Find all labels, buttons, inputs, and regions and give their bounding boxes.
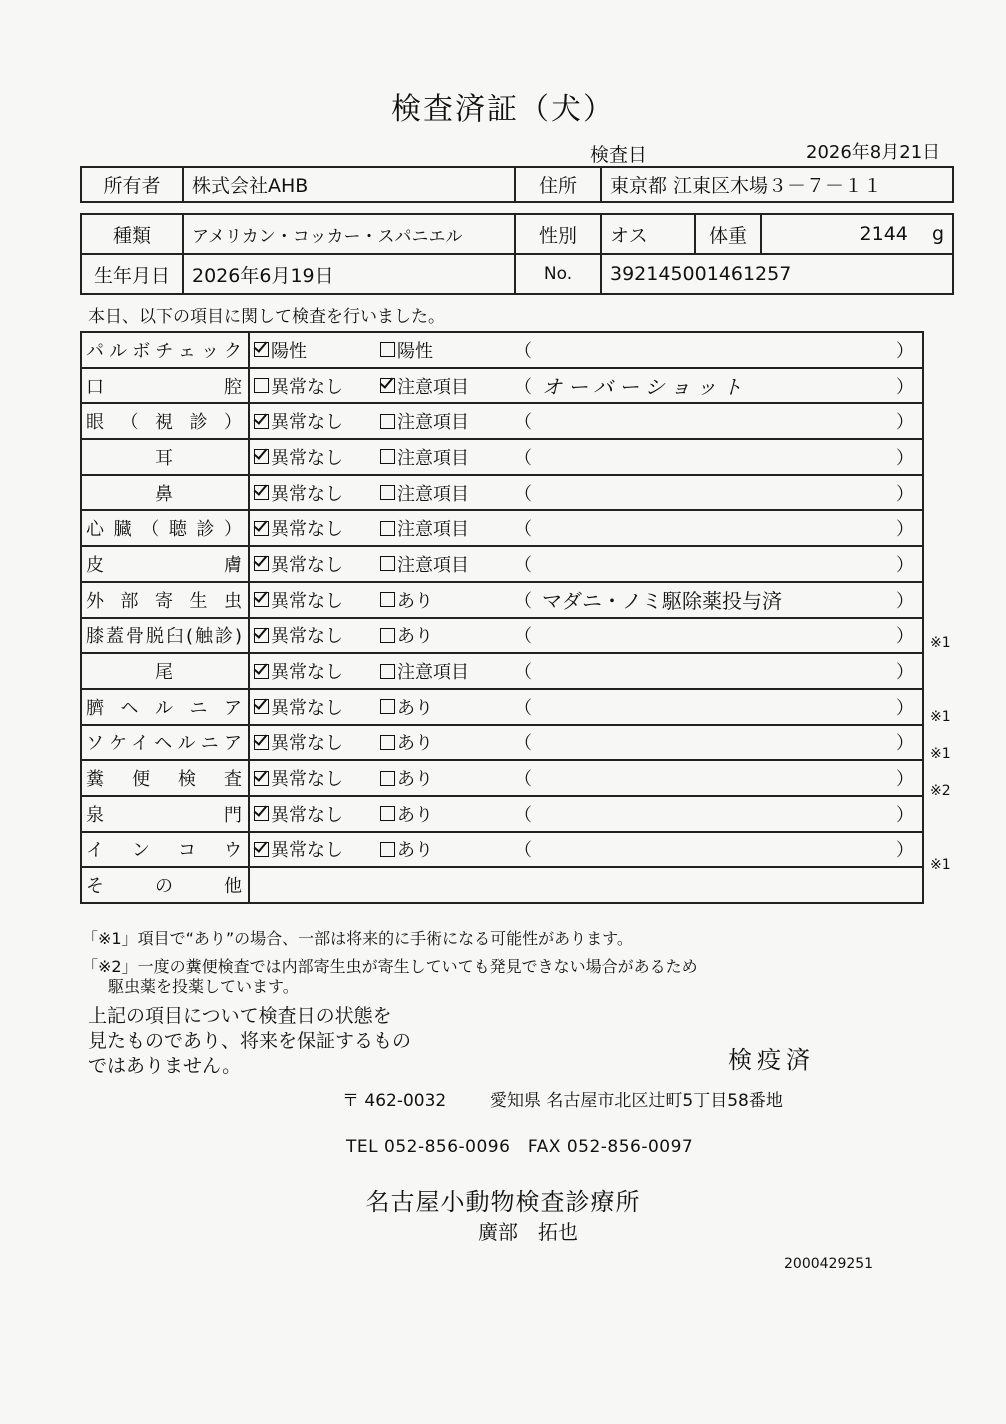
checkbox-icon[interactable] (254, 414, 269, 429)
close-paren: ） (896, 733, 914, 755)
close-paren: ） (896, 804, 914, 826)
open-paren: （ (514, 483, 533, 505)
close-paren: ） (896, 340, 914, 362)
checkbox-icon[interactable] (380, 806, 395, 821)
option-1-label: 異常なし (271, 590, 344, 612)
option-1-label: 異常なし (271, 554, 344, 576)
birthdate-label: 生年月日 (81, 254, 183, 294)
checkbox-icon[interactable] (254, 485, 269, 500)
inspection-item-name: ソケイヘルニア (81, 725, 249, 761)
inspection-result-cell (249, 368, 923, 404)
breed-value: アメリカン・コッカー・スパニエル (183, 214, 515, 254)
weight-label: 体重 (695, 214, 761, 254)
checkbox-icon[interactable] (254, 771, 269, 786)
inspection-item-name: 泉 門 (81, 796, 249, 832)
option-1 (254, 836, 380, 862)
remarks-text: マダニ・ノミ駆除薬投与済 (542, 589, 783, 614)
inspection-item-name: 眼（視診） (81, 403, 249, 439)
option-1-label: 異常なし (271, 412, 344, 434)
inspection-item-name: 皮 膚 (81, 546, 249, 582)
option-2 (380, 373, 514, 399)
option-2 (380, 337, 514, 363)
inspection-result-cell (249, 832, 923, 868)
option-2 (380, 729, 514, 755)
disclaimer (88, 1004, 411, 1079)
remarks (514, 337, 918, 363)
option-2-label: 注意項目 (397, 412, 470, 434)
inspection-row (81, 546, 923, 582)
inspection-item-name: パルボチェック (81, 332, 249, 368)
option-1-label: 異常なし (271, 840, 344, 862)
inspection-item-name: 口 腔 (81, 368, 249, 404)
checkbox-icon[interactable] (380, 771, 395, 786)
close-paren: ） (896, 519, 914, 541)
option-1 (254, 587, 380, 613)
option-2 (380, 694, 514, 720)
remarks (514, 551, 918, 577)
inspection-row (81, 510, 923, 546)
close-paren: ） (896, 554, 914, 576)
open-paren: （ (514, 662, 533, 684)
reference-mark: ※1 (930, 635, 951, 652)
owner-value: 株式会社AHB (183, 167, 515, 202)
inspection-item-name: 膝蓋骨脱臼(触診) (81, 618, 249, 654)
option-2 (380, 836, 514, 862)
inspection-item-name: 外部寄生虫 (81, 582, 249, 618)
option-1-label: 異常なし (271, 733, 344, 755)
open-paren: （ (514, 554, 533, 576)
sex-label: 性別 (515, 214, 601, 254)
reference-mark: ※1 (930, 856, 951, 873)
inspection-row (81, 689, 923, 725)
close-paren: ） (896, 840, 914, 862)
open-paren: （ (514, 340, 533, 362)
reference-mark: ※1 (930, 745, 951, 762)
checkbox-icon[interactable] (380, 592, 395, 607)
open-paren: （ (514, 519, 533, 541)
weight-unit: g (931, 223, 944, 245)
remarks (514, 444, 918, 470)
option-1 (254, 337, 380, 363)
checkbox-icon[interactable] (254, 628, 269, 643)
address-label: 住所 (515, 167, 601, 202)
checkbox-icon[interactable] (380, 414, 395, 429)
inspection-row (81, 832, 923, 868)
checkbox-icon[interactable] (380, 449, 395, 464)
checkbox-icon[interactable] (254, 378, 269, 393)
remarks (514, 585, 918, 614)
remarks (514, 480, 918, 506)
option-2 (380, 658, 514, 684)
option-1 (254, 480, 380, 506)
remarks (514, 515, 918, 541)
inspection-result-cell (249, 689, 923, 725)
inspection-row (81, 725, 923, 761)
weight-cell (761, 214, 953, 254)
remarks-text: オーバーショット (542, 375, 749, 400)
checkbox-icon[interactable] (254, 842, 269, 857)
postal-code: 〒 462-0032 (342, 1091, 447, 1111)
disclaimer-line-3: ではありません。 (88, 1055, 242, 1077)
inspection-result-cell (249, 510, 923, 546)
footnote-2-line1: 「※2」一度の糞便検査では内部寄生虫が寄生していても発見できない場合があるため (82, 957, 698, 976)
option-1-label: 異常なし (271, 804, 344, 826)
checkbox-icon[interactable] (380, 485, 395, 500)
checkbox-icon[interactable] (380, 664, 395, 679)
open-paren: （ (514, 697, 533, 719)
checkbox-icon[interactable] (254, 806, 269, 821)
quarantine-stamp: 検疫済 (728, 1046, 815, 1074)
remarks (514, 622, 918, 648)
close-paren: ） (896, 483, 914, 505)
remarks (514, 765, 918, 791)
checkbox-icon[interactable] (254, 664, 269, 679)
option-2-label: 注意項目 (397, 483, 470, 505)
option-2 (380, 515, 514, 541)
inspection-item-name: 心臓（聴診） (81, 510, 249, 546)
inspection-row (81, 368, 923, 404)
inspection-item-name: 糞便検査 (81, 760, 249, 796)
checkbox-icon[interactable] (254, 342, 269, 357)
option-1 (254, 444, 380, 470)
checkbox-icon[interactable] (254, 699, 269, 714)
checkbox-icon[interactable] (380, 378, 395, 393)
clinic-name: 名古屋小動物検査診療所 (365, 1188, 641, 1216)
weight-value: 2144 (859, 223, 908, 245)
option-1 (254, 765, 380, 791)
open-paren: （ (514, 804, 533, 826)
inspection-row (81, 618, 923, 654)
inspection-result-cell (249, 582, 923, 618)
option-2 (380, 444, 514, 470)
footnote-2-line2: 駆虫薬を投薬しています。 (108, 977, 299, 996)
inspection-row (81, 439, 923, 475)
checkbox-icon[interactable] (380, 842, 395, 857)
open-paren: （ (514, 769, 533, 791)
inspection-date-value: 2026年8月21日 (806, 142, 941, 163)
close-paren: ） (896, 697, 914, 719)
option-1-label: 異常なし (271, 376, 344, 398)
option-1-label: 異常なし (271, 519, 344, 541)
inspection-row (81, 403, 923, 439)
option-1 (254, 551, 380, 577)
option-2-label: あり (397, 590, 434, 612)
breed-label: 種類 (81, 214, 183, 254)
serial-number: 2000429251 (784, 1256, 874, 1272)
open-paren: （ (514, 733, 533, 755)
option-2-label: あり (397, 804, 434, 826)
inspection-row (81, 653, 923, 689)
inspection-item-name: インコウ (81, 832, 249, 868)
option-2-label: あり (397, 733, 434, 755)
inspection-result-cell (249, 332, 923, 368)
other-cell (249, 867, 923, 903)
inspection-item-name: 耳 (81, 439, 249, 475)
option-2 (380, 801, 514, 827)
intro-text: 本日、以下の項目に関して検査を行いました。 (88, 307, 445, 327)
document-title: 検査済証（犬） (391, 92, 615, 127)
checkbox-icon[interactable] (254, 521, 269, 536)
inspection-row (81, 796, 923, 832)
inspection-result-cell (249, 546, 923, 582)
reference-mark: ※2 (930, 782, 951, 799)
option-1-label: 異常なし (271, 626, 344, 648)
option-1 (254, 694, 380, 720)
checkbox-icon[interactable] (380, 628, 395, 643)
number-label: No. (515, 254, 601, 294)
close-paren: ） (896, 626, 914, 648)
inspection-row (81, 760, 923, 796)
remarks (514, 836, 918, 862)
option-2-label: あり (397, 769, 434, 791)
inspection-result-cell (249, 618, 923, 654)
inspection-row (81, 475, 923, 511)
option-1-label: 異常なし (271, 662, 344, 684)
option-2 (380, 551, 514, 577)
option-1-label: 異常なし (271, 697, 344, 719)
inspection-result-cell (249, 796, 923, 832)
inspection-item-name: 尾 (81, 653, 249, 689)
close-paren: ） (896, 412, 914, 434)
option-2 (380, 622, 514, 648)
tel-fax: TEL 052-856-0096 FAX 052-856-0097 (346, 1137, 694, 1157)
address-value: 東京都 江東区木場３－７－１１ (601, 167, 953, 202)
inspection-row-other (81, 867, 923, 903)
option-1 (254, 729, 380, 755)
option-2 (380, 587, 514, 613)
inspection-row (81, 582, 923, 618)
option-2-label: あり (397, 626, 434, 648)
option-2 (380, 765, 514, 791)
close-paren: ） (896, 590, 914, 612)
option-2-label: あり (397, 840, 434, 862)
option-2-label: 注意項目 (397, 447, 470, 469)
open-paren: （ (514, 590, 533, 612)
close-paren: ） (896, 447, 914, 469)
close-paren: ） (896, 662, 914, 684)
open-paren: （ (514, 376, 533, 398)
inspection-date-label: 検査日 (590, 144, 648, 166)
disclaimer-line-1: 上記の項目について検査日の状態を (88, 1005, 392, 1027)
inspection-table (80, 331, 924, 904)
option-1-label: 異常なし (271, 483, 344, 505)
reference-mark: ※1 (930, 709, 951, 725)
sex-value: オス (601, 214, 695, 254)
remarks (514, 371, 918, 400)
open-paren: （ (514, 626, 533, 648)
checkbox-icon[interactable] (254, 592, 269, 607)
checkbox-icon[interactable] (254, 735, 269, 750)
checkbox-icon[interactable] (380, 521, 395, 536)
option-1-label: 陽性 (271, 340, 308, 362)
option-2 (380, 480, 514, 506)
checkbox-icon[interactable] (380, 699, 395, 714)
footnote-1: 「※1」項目で“あり”の場合、一部は将来的に手術になる可能性があります。 (82, 929, 633, 948)
option-2 (380, 408, 514, 434)
owner-label: 所有者 (81, 167, 183, 202)
birthdate-value: 2026年6月19日 (183, 254, 515, 294)
option-1-label: 異常なし (271, 447, 344, 469)
open-paren: （ (514, 412, 533, 434)
inspection-result-cell (249, 403, 923, 439)
option-2-label: 注意項目 (397, 554, 470, 576)
disclaimer-line-2: 見たものであり、将来を保証するもの (88, 1030, 412, 1052)
option-2-label: 陽性 (397, 340, 434, 362)
inspection-result-cell (249, 439, 923, 475)
inspection-item-name: 臍ヘルニア (81, 689, 249, 725)
option-1 (254, 622, 380, 648)
option-1 (254, 801, 380, 827)
open-paren: （ (514, 840, 533, 862)
remarks (514, 801, 918, 827)
checkbox-icon[interactable] (380, 342, 395, 357)
inspection-result-cell (249, 725, 923, 761)
dog-info-table (80, 213, 954, 295)
option-2-label: 注意項目 (397, 519, 470, 541)
inspection-result-cell (249, 760, 923, 796)
option-1 (254, 373, 380, 399)
option-1-label: 異常なし (271, 769, 344, 791)
checkbox-icon[interactable] (254, 556, 269, 571)
number-value: 392145001461257 (601, 254, 953, 294)
option-1 (254, 658, 380, 684)
other-label: その他 (81, 867, 249, 903)
inspection-result-cell (249, 653, 923, 689)
vet-name: 廣部 拓也 (478, 1220, 578, 1244)
remarks (514, 694, 918, 720)
option-1 (254, 515, 380, 541)
option-2-label: 注意項目 (397, 376, 470, 398)
remarks (514, 729, 918, 755)
option-2-label: 注意項目 (397, 662, 470, 684)
inspection-result-cell (249, 475, 923, 511)
option-1 (254, 408, 380, 434)
inspection-row (81, 332, 923, 368)
owner-table (80, 166, 954, 203)
close-paren: ） (896, 769, 914, 791)
close-paren: ） (896, 376, 914, 398)
remarks (514, 408, 918, 434)
checkbox-icon[interactable] (380, 735, 395, 750)
checkbox-icon[interactable] (380, 556, 395, 571)
inspection-item-name: 鼻 (81, 475, 249, 511)
clinic-address: 愛知県 名古屋市北区辻町5丁目58番地 (490, 1091, 783, 1111)
remarks (514, 658, 918, 684)
option-2-label: あり (397, 697, 434, 719)
open-paren: （ (514, 447, 533, 469)
checkbox-icon[interactable] (254, 449, 269, 464)
